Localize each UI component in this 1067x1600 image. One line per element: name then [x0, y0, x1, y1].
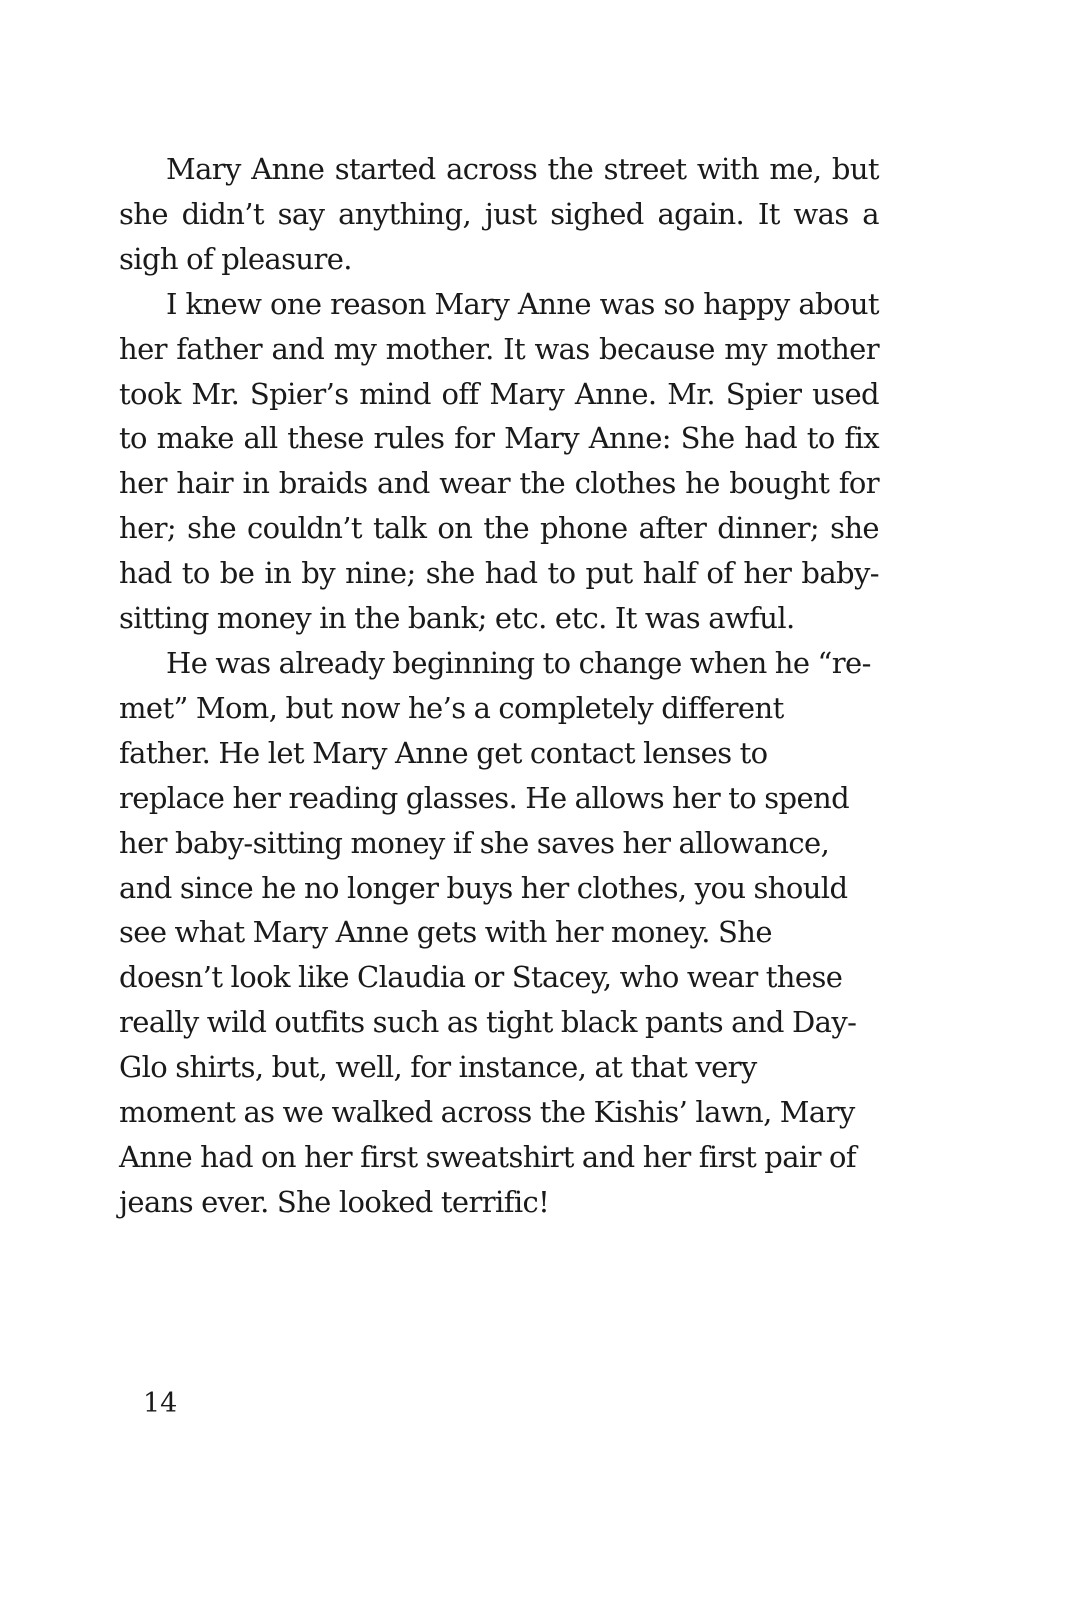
paragraph-1: Mary Anne started across the street with me, but she didn’t say anything, just sighed again. It was a sigh of pleasure.: [119, 152, 879, 276]
paragraph-3: He was already beginning to change when he “re-met” Mom, but now he’s a completely different father. He let Mary Anne get contact lenses to replace her reading glasses. He allows her to spend her baby-sitting money if she saves her allowance, and since he no longer buys her clothes, you should see what Mary Anne gets with her money. She doesn’t look like Claudia or Stacey, who wear these really wild outfits such as tight black pants and Day-Glo shirts, but, well, for instance, at that very moment as we walked across the Kishis’ lawn, Mary Anne had on her first sweatshirt and her first pair of jeans ever. She looked terrific!: [119, 645, 871, 1219]
paragraph-2: I knew one reason Mary Anne was so happy about her father and my mother. It was because my mother took Mr. Spier’s mind off Mary Anne. Mr. Spier used to make all these rules for Mary Anne: She had to fix her hair in braids and wear the clothes he bought for her; she couldn’t talk on the phone after dinner; she had to be in by nine; she had to put half of her baby-sitting money in the bank; etc. etc. It was awful.: [119, 286, 879, 636]
body-text: [119, 147, 879, 1225]
page-number: 14: [143, 1388, 178, 1419]
